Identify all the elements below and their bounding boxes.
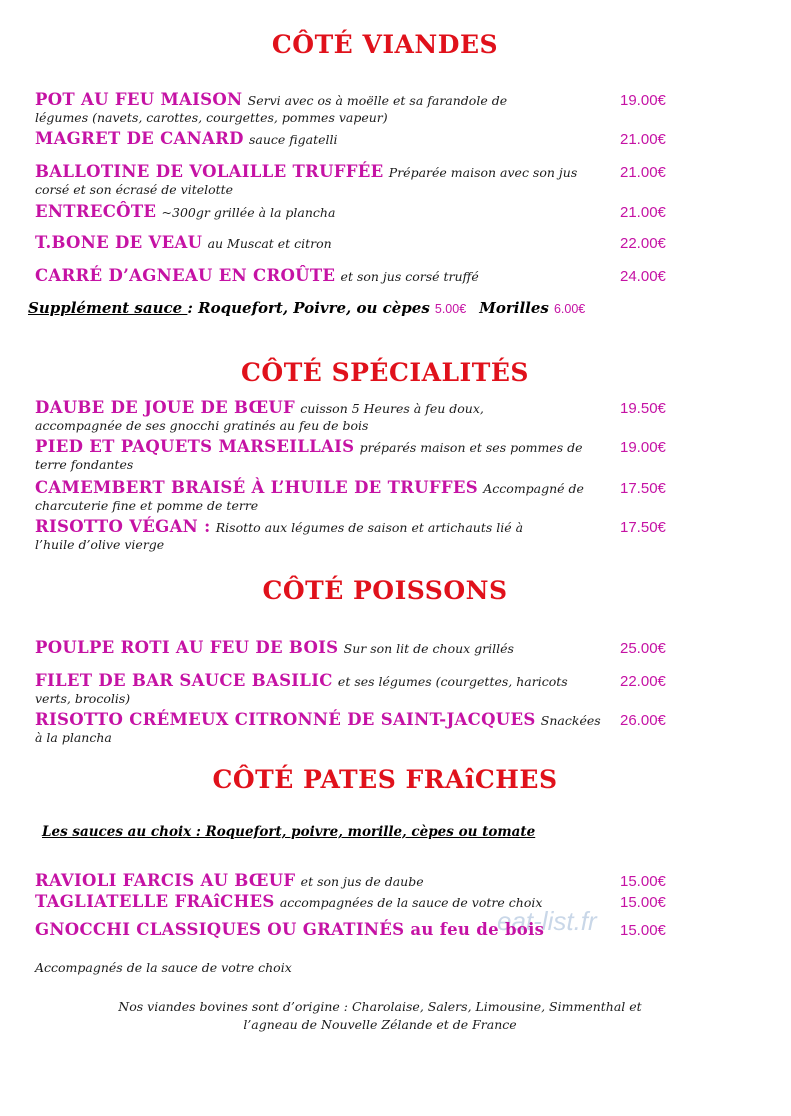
dish-name: POT AU FEU MAISON	[35, 90, 243, 109]
supplement-sauces-price: 5.00€	[434, 302, 467, 316]
menu-item	[35, 202, 335, 221]
dish-name: RAVIOLI FARCIS AU BŒUF	[35, 871, 296, 890]
dish-name: MAGRET DE CANARD	[35, 129, 244, 148]
dish-description: et son jus corsé truffé	[340, 269, 479, 284]
menu-item	[35, 398, 484, 417]
dish-name: ENTRECÔTE	[35, 202, 157, 221]
dish-name: TAGLIATELLE FRAîCHES	[35, 892, 275, 911]
dish-price: 22.00€	[620, 673, 666, 690]
dish-price: 19.00€	[620, 439, 666, 456]
dish-description: cuisson 5 Heures à feu doux,	[300, 401, 484, 416]
menu-item	[35, 892, 542, 911]
dish-description: Risotto aux légumes de saison et artichauts lié à	[215, 520, 524, 535]
dish-description: Accompagné de	[483, 481, 584, 496]
dish-price: 22.00€	[620, 235, 666, 252]
section-title-viandes: CÔTÉ VIANDES	[271, 30, 499, 59]
dish-name: DAUBE DE JOUE DE BŒUF	[35, 398, 296, 417]
dish-price: 21.00€	[620, 204, 666, 221]
menu-item	[35, 437, 583, 456]
dish-price: 21.00€	[620, 164, 666, 181]
dish-name: POULPE ROTI AU FEU DE BOIS	[35, 638, 339, 657]
dish-price: 19.00€	[620, 92, 666, 109]
dish-description: et son jus de daube	[300, 874, 424, 889]
dish-name: PIED ET PAQUETS MARSEILLAIS	[35, 437, 355, 456]
section-title-specialites: CÔTÉ SPÉCIALITÉS	[241, 358, 529, 387]
dish-description: Snackées	[540, 713, 601, 728]
dish-price: 17.50€	[620, 480, 666, 497]
dish-name: CAMEMBERT BRAISÉ À L’HUILE DE TRUFFES	[35, 478, 479, 497]
accompaniment-note: Accompagnés de la sauce de votre choix	[35, 960, 292, 975]
menu-item	[35, 233, 332, 252]
sauce-supplement	[28, 298, 585, 317]
menu-item	[35, 90, 507, 109]
dish-description: préparés maison et ses pommes de	[359, 440, 583, 455]
dish-description: ~300gr grillée à la plancha	[161, 205, 336, 220]
dish-name: RISOTTO CRÉMEUX CITRONNÉ DE SAINT-JACQUES	[35, 710, 536, 729]
supplement-morilles-price: 6.00€	[553, 302, 586, 316]
dish-description: Sur son lit de choux grillés	[343, 641, 514, 656]
menu-item	[35, 871, 424, 890]
menu-item	[35, 478, 584, 497]
menu-item	[35, 517, 523, 536]
dish-price: 21.00€	[620, 131, 666, 148]
menu-item	[35, 671, 568, 690]
dish-name: T.BONE DE VEAU	[35, 233, 203, 252]
menu-item	[35, 638, 514, 657]
dish-description-cont: légumes (navets, carottes, courgettes, pommes vapeur)	[35, 110, 388, 125]
dish-price: 15.00€	[620, 873, 666, 890]
dish-price: 25.00€	[620, 640, 666, 657]
dish-description-cont: à la plancha	[35, 730, 112, 745]
dish-name: RISOTTO VÉGAN :	[35, 517, 211, 536]
dish-description: au Muscat et citron	[207, 236, 332, 251]
dish-description-cont: terre fondantes	[35, 457, 134, 472]
dish-price: 19.50€	[620, 400, 666, 417]
supplement-sauces: : Roquefort, Poivre, ou cèpes	[187, 299, 430, 317]
menu-item	[35, 710, 601, 729]
menu-item	[35, 162, 577, 181]
menu-item	[35, 920, 544, 939]
dish-description: accompagnées de la sauce de votre choix	[279, 895, 543, 910]
section-title-poissons: CÔTÉ POISSONS	[262, 576, 508, 605]
dish-description: Préparée maison avec son jus	[388, 165, 578, 180]
supplement-label: Supplément sauce	[28, 299, 188, 317]
sauces-choice-note: Les sauces au choix : Roquefort, poivre, morille, cèpes ou tomate	[42, 824, 536, 840]
dish-name: GNOCCHI CLASSIQUES OU GRATINÉS au feu de bois	[35, 920, 545, 939]
origin-note-line2: l’agneau de Nouvelle Zélande et de France	[243, 1017, 517, 1032]
dish-description-cont: l’huile d’olive vierge	[35, 537, 165, 552]
menu-item	[35, 129, 338, 148]
dish-name: FILET DE BAR SAUCE BASILIC	[35, 671, 333, 690]
watermark: eat-list.fr	[497, 906, 597, 936]
section-title-pates: CÔTÉ PATES FRAîCHES	[212, 765, 558, 794]
supplement-morilles: Morilles	[479, 299, 549, 317]
dish-name: CARRÉ D’AGNEAU EN CROÛTE	[35, 266, 336, 285]
dish-description: et ses légumes (courgettes, haricots	[337, 674, 568, 689]
dish-price: 15.00€	[620, 922, 666, 939]
dish-description: Servi avec os à moëlle et sa farandole de	[247, 93, 508, 108]
dish-price: 15.00€	[620, 894, 666, 911]
origin-note-line1: Nos viandes bovines sont d’origine : Charolaise, Salers, Limousine, Simmenthal et	[118, 999, 642, 1014]
dish-description-cont: charcuterie fine et pomme de terre	[35, 498, 259, 513]
dish-price: 24.00€	[620, 268, 666, 285]
dish-description-cont: accompagnée de ses gnocchi gratinés au feu de bois	[35, 418, 369, 433]
dish-description: sauce figatelli	[249, 132, 338, 147]
dish-price: 17.50€	[620, 519, 666, 536]
dish-description-cont: verts, brocolis)	[35, 691, 131, 706]
menu-item	[35, 266, 479, 285]
dish-name: BALLOTINE DE VOLAILLE TRUFFÉE	[35, 162, 384, 181]
dish-price: 26.00€	[620, 712, 666, 729]
dish-description-cont: corsé et son écrasé de vitelotte	[35, 182, 234, 197]
